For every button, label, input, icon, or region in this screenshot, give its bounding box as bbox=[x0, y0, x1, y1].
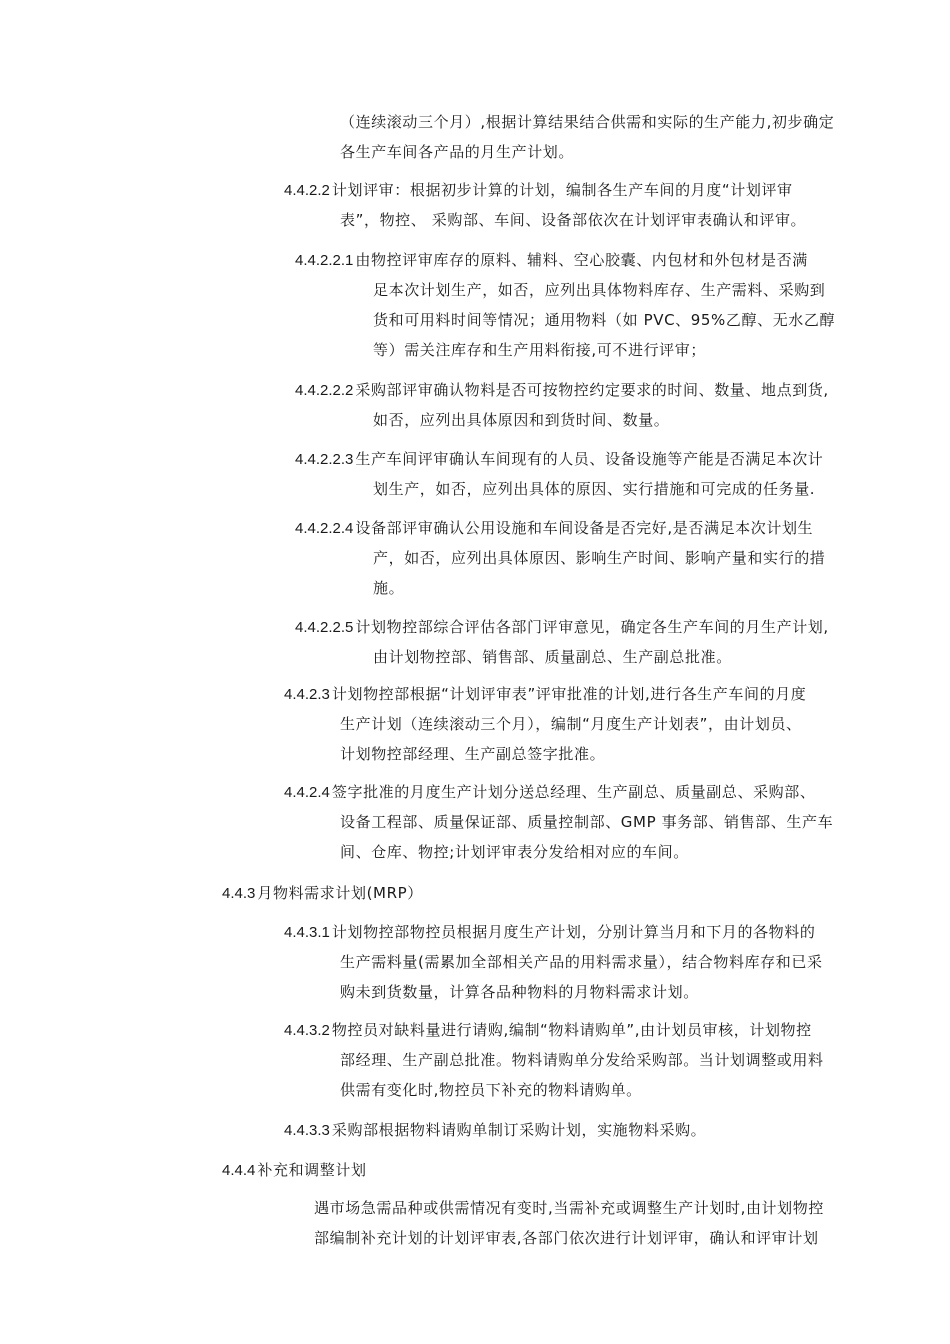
section-4-4-3-3 bbox=[284, 1120, 706, 1141]
heading-4-4-4 bbox=[222, 1160, 367, 1181]
section-number: 4.4.3.1 bbox=[284, 924, 330, 941]
paragraph-line: 采购部评审确认物料是否可按物控约定要求的时间、数量、地点到货, bbox=[355, 381, 829, 399]
paragraph-line: 各生产车间各产品的月生产计划。 bbox=[340, 143, 575, 161]
heading-4-4-3 bbox=[222, 883, 423, 904]
section-number: 4.4.2.2.3 bbox=[295, 451, 354, 468]
section-4-4-3-1 bbox=[284, 922, 815, 943]
section-number: 4.4.2.2.5 bbox=[295, 619, 354, 636]
heading-text: 月物料需求计划(MRP） bbox=[257, 884, 423, 902]
paragraph-line: 遇市场急需品种或供需情况有变时,当需补充或调整生产计划时,由计划物控 bbox=[314, 1199, 824, 1217]
paragraph-line: 购未到货数量，计算各品种物料的月物料需求计划。 bbox=[340, 983, 699, 1001]
section-4-4-2-2-1 bbox=[295, 250, 808, 271]
paragraph-line: 部经理、生产副总批准。物料请购单分发给采购部。当计划调整或用料 bbox=[340, 1051, 824, 1069]
section-number: 4.4.2.2.1 bbox=[295, 252, 354, 269]
paragraph-line: 生产计划（连续滚动三个月），编制“月度生产计划表”，由计划员、 bbox=[340, 715, 802, 733]
paragraph-line: 计划物控部经理、生产副总签字批准。 bbox=[340, 745, 606, 763]
paragraph-line: 表”，物控、 采购部、车间、设备部依次在计划评审表确认和评审。 bbox=[340, 211, 807, 229]
paragraph-line: 物控员对缺料量进行请购,编制“物料请购单”,由计划员审核，计划物控 bbox=[331, 1021, 812, 1039]
paragraph-line: 生产需料量(需累加全部相关产品的用料需求量），结合物料库存和已采 bbox=[340, 953, 823, 971]
paragraph-line: 计划评审：根据初步计算的计划，编制各生产车间的月度“计划评审 bbox=[331, 181, 793, 199]
paragraph-line: 产，如否，应列出具体原因、影响生产时间、影响产量和实行的措 bbox=[373, 549, 826, 567]
paragraph-line: 生产车间评审确认车间现有的人员、设备设施等产能是否满足本次计 bbox=[355, 450, 824, 468]
paragraph-line: 间、仓库、物控;计划评审表分发给相对应的车间。 bbox=[340, 843, 689, 861]
paragraph-line: 签字批准的月度生产计划分送总经理、生产副总、质量副总、采购部、 bbox=[331, 783, 816, 801]
paragraph-line: 计划物控部根据“计划评审表”评审批准的计划,进行各生产车间的月度 bbox=[331, 685, 807, 703]
paragraph-line: 足本次计划生产，如否，应列出具体物料库存、生产需料、采购到 bbox=[373, 281, 826, 299]
section-number: 4.4.2.4 bbox=[284, 784, 330, 801]
paragraph-line: 设备部评审确认公用设施和车间设备是否完好,是否满足本次计划生 bbox=[355, 519, 814, 537]
paragraph-line: 施。 bbox=[373, 579, 405, 597]
paragraph-line: 由物控评审库存的原料、辅料、空心胶囊、内包材和外包材是否满 bbox=[355, 251, 808, 269]
paragraph-line: 等）需关注库存和生产用料衔接,可不进行评审； bbox=[373, 341, 706, 359]
section-number: 4.4.2.3 bbox=[284, 686, 330, 703]
paragraph-line: 采购部根据物料请购单制订采购计划，实施物料采购。 bbox=[331, 1121, 707, 1139]
section-4-4-2-2-2 bbox=[295, 380, 829, 401]
paragraph-line: 计划物控部综合评估各部门评审意见，确定各生产车间的月生产计划, bbox=[355, 618, 829, 636]
section-4-4-2-2-3 bbox=[295, 449, 823, 470]
heading-text: 补充和调整计划 bbox=[257, 1161, 367, 1179]
paragraph-line: 划生产，如否，应列出具体的原因、实行措施和可完成的任务量. bbox=[373, 480, 816, 498]
paragraph-line: 如否，应列出具体原因和到货时间、数量。 bbox=[373, 411, 670, 429]
section-number: 4.4.2.2.2 bbox=[295, 382, 354, 399]
section-number: 4.4.2.2.4 bbox=[295, 520, 354, 537]
section-number: 4.4.3.2 bbox=[284, 1022, 330, 1039]
section-number: 4.4.3.3 bbox=[284, 1122, 330, 1139]
section-4-4-2-2 bbox=[284, 180, 793, 201]
section-4-4-2-2-4 bbox=[295, 518, 813, 539]
paragraph-line: 设备工程部、质量保证部、质量控制部、GMP 事务部、销售部、生产车 bbox=[340, 813, 834, 831]
section-4-4-2-4 bbox=[284, 782, 815, 803]
section-4-4-2-3 bbox=[284, 684, 806, 705]
paragraph-line: （连续滚动三个月）,根据计算结果结合供需和实际的生产能力,初步确定 bbox=[340, 113, 835, 131]
section-4-4-2-2-5 bbox=[295, 617, 829, 638]
paragraph-line: 部编制补充计划的计划评审表,各部门依次进行计划评审，确认和评审计划 bbox=[314, 1229, 819, 1247]
section-number: 4.4.2.2 bbox=[284, 182, 330, 199]
paragraph-line: 由计划物控部、销售部、质量副总、生产副总批准。 bbox=[373, 648, 732, 666]
paragraph-line: 计划物控部物控员根据月度生产计划，分别计算当月和下月的各物料的 bbox=[331, 923, 816, 941]
section-4-4-3-2 bbox=[284, 1020, 812, 1041]
section-number: 4.4.4 bbox=[222, 1162, 256, 1179]
paragraph-line: 货和可用料时间等情况；通用物料（如 PVC、95%乙醇、无水乙醇 bbox=[373, 311, 836, 329]
paragraph-line: 供需有变化时,物控员下补充的物料请购单。 bbox=[340, 1081, 642, 1099]
section-number: 4.4.3 bbox=[222, 885, 256, 902]
